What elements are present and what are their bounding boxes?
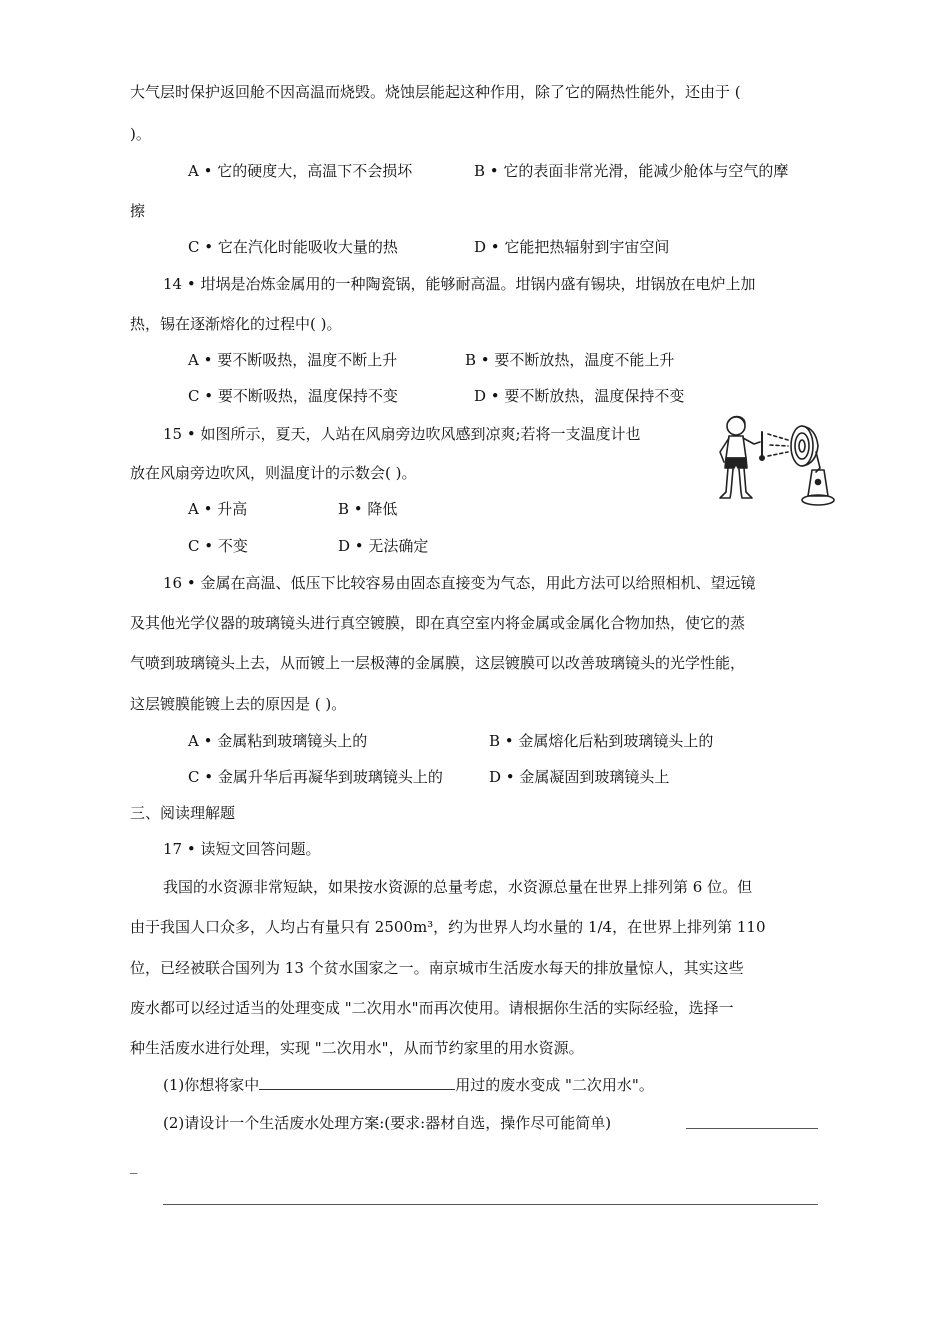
person-fan-illustration <box>712 412 836 512</box>
q17-stem: 17 • 读短文回答问题。 <box>163 840 321 858</box>
q13-option-b-cont: 擦 <box>130 202 146 220</box>
q14-option-a: A • 要不断吸热，温度不断上升 <box>188 351 398 369</box>
q13-option-b: B • 它的表面非常光滑，能减少舱体与空气的摩 <box>474 162 789 180</box>
q16-option-d: D • 金属凝固到玻璃镜头上 <box>489 768 670 786</box>
q17-para-line1: 我国的水资源非常短缺，如果按水资源的总量考虑，水资源总量在世界上排列第 6 位。但 <box>163 878 753 896</box>
q14-option-b: B • 要不断放热，温度不能上升 <box>465 351 675 369</box>
q14-stem-line2: 热，锡在逐渐熔化的过程中( )。 <box>130 315 342 333</box>
q16-option-a: A • 金属粘到玻璃镜头上的 <box>188 732 368 750</box>
q17-para-line4: 废水都可以经过适当的处理变成 "二次用水"而再次使用。请根据你生活的实际经验，选择一 <box>130 999 734 1017</box>
q15-option-c: C • 不变 <box>188 537 248 555</box>
section-title-reading: 三、阅读理解题 <box>130 804 236 822</box>
q13-option-c: C • 它在汽化时能吸收大量的热 <box>188 238 398 256</box>
q15-option-a: A • 升高 <box>188 500 248 518</box>
q17-sub2-continuation: _ <box>130 1156 138 1174</box>
q17-sub1-prefix: (1)你想将家中 <box>163 1076 260 1094</box>
q14-option-d: D • 要不断放热，温度保持不变 <box>474 387 685 405</box>
q17-para-line3: 位，已经被联合国列为 13 个贫水国家之一。南京城市生活废水每天的排放量惊人，其实这些 <box>130 959 744 977</box>
q17-answer-line[interactable] <box>163 1204 818 1205</box>
q15-option-d: D • 无法确定 <box>338 537 429 555</box>
q14-stem-line1: 14 • 坩埚是冶炼金属用的一种陶瓷锅，能够耐高温。坩锅内盛有锡块，坩锅放在电炉上加 <box>163 275 756 293</box>
q17-sub1-suffix: 用过的废水变成 "二次用水"。 <box>455 1076 654 1094</box>
q13-option-d: D • 它能把热辐射到宇宙空间 <box>474 238 670 256</box>
q16-stem-line1: 16 • 金属在高温、低压下比较容易由固态直接变为气态，用此方法可以给照相机、望远镜 <box>163 574 756 592</box>
q14-option-c: C • 要不断吸热，温度保持不变 <box>188 387 398 405</box>
q17-sub1-answer-blank[interactable] <box>259 1075 455 1090</box>
q15-stem-line1: 15 • 如图所示，夏天，人站在风扇旁边吹风感到凉爽;若将一支温度计也 <box>163 425 641 443</box>
q13-option-a: A • 它的硬度大，高温下不会损坏 <box>188 162 413 180</box>
q13-stem-line2: )。 <box>130 125 151 143</box>
q15-stem-line2: 放在风扇旁边吹风，则温度计的示数会( )。 <box>130 464 417 482</box>
q17-sub2: (2)请设计一个生活废水处理方案:(要求:器材自选，操作尽可能简单) <box>163 1114 612 1132</box>
q17-sub1 <box>163 1075 654 1095</box>
q16-option-b: B • 金属熔化后粘到玻璃镜头上的 <box>489 732 714 750</box>
q16-stem-line2: 及其他光学仪器的玻璃镜头进行真空镀膜，即在真空室内将金属或金属化合物加热，使它的蒸 <box>130 614 746 632</box>
q17-para-line2: 由于我国人口众多，人均占有量只有 2500m³，约为世界人均水量的 1/4，在世界上排列第 110 <box>130 918 766 936</box>
q16-option-c: C • 金属升华后再凝华到玻璃镜头上的 <box>188 768 443 786</box>
q16-stem-line3: 气喷到玻璃镜头上去，从而镀上一层极薄的金属膜，这层镀膜可以改善玻璃镜头的光学性能， <box>130 654 746 672</box>
q13-stem-line1: 大气层时保护返回舱不因高温而烧毁。烧蚀层能起这种作用，除了它的隔热性能外，还由于 ( <box>130 83 741 101</box>
q17-sub2-answer-blank[interactable] <box>686 1128 818 1129</box>
q15-option-b: B • 降低 <box>338 500 398 518</box>
q16-stem-line4: 这层镀膜能镀上去的原因是 ( )。 <box>130 695 347 713</box>
q17-para-line5: 种生活废水进行处理，实现 "二次用水"，从而节约家里的用水资源。 <box>130 1039 584 1057</box>
